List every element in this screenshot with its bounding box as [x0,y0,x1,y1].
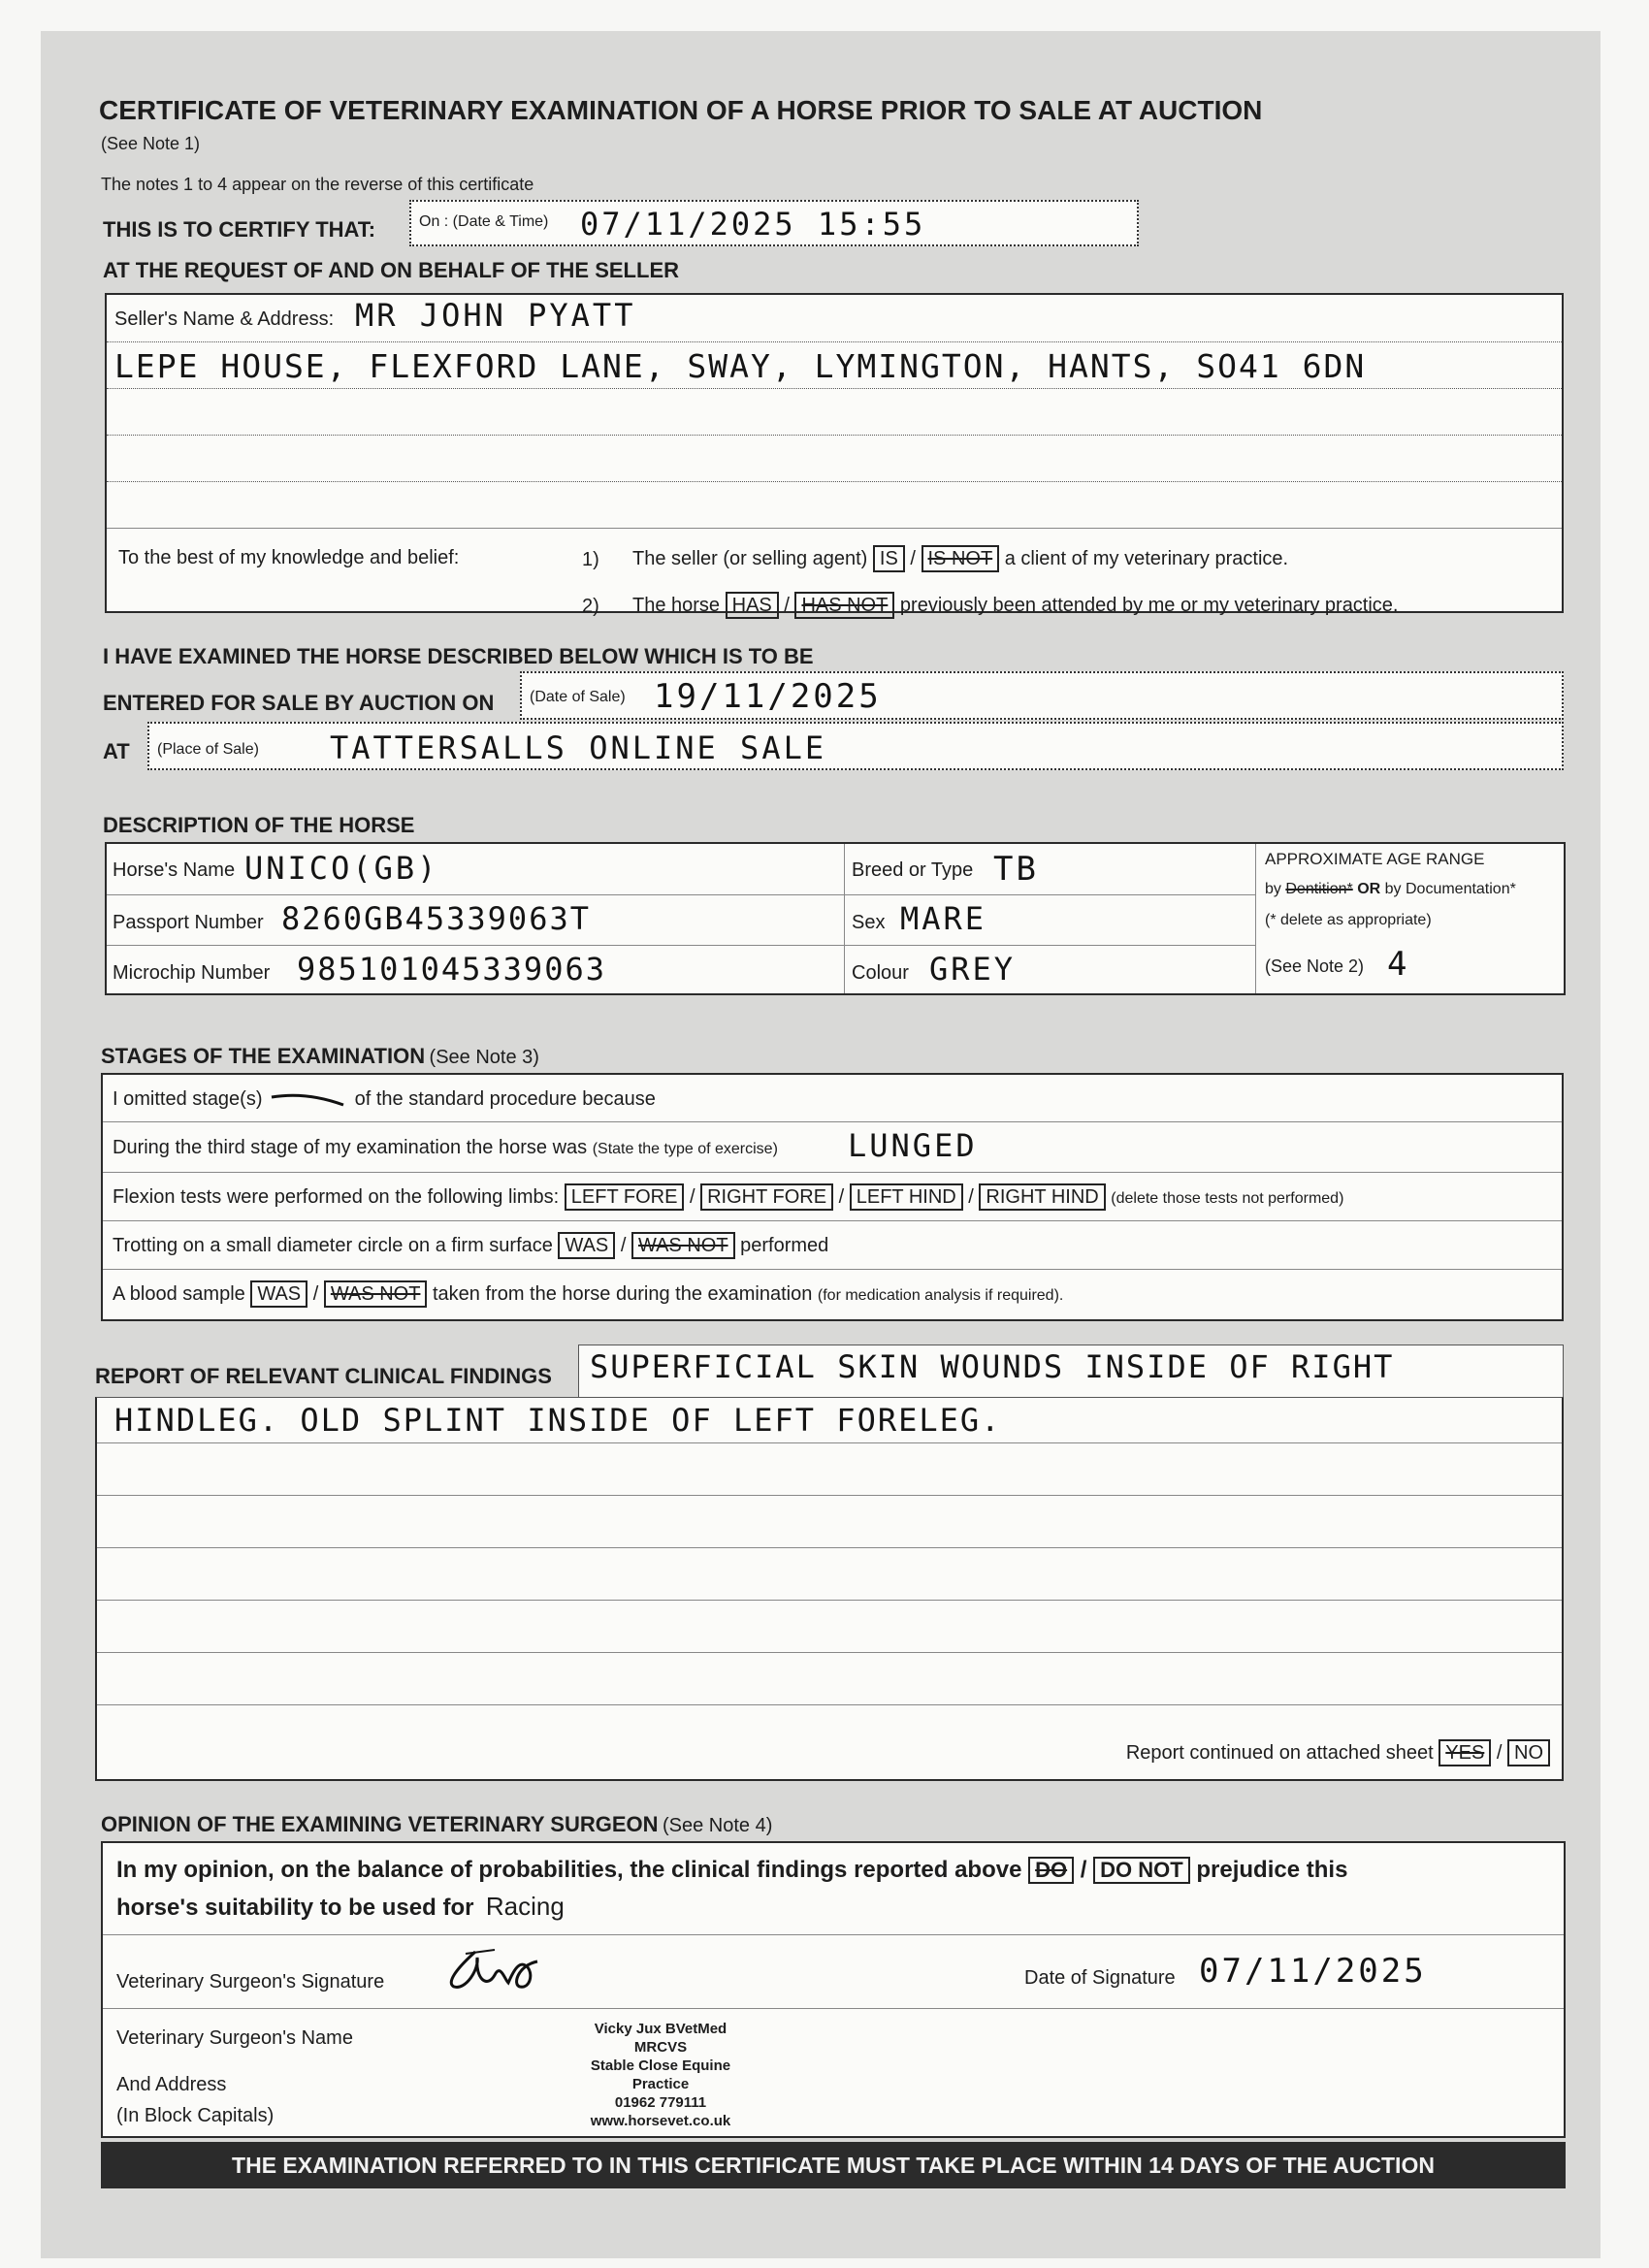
seller-box [105,293,1564,617]
attended-statement [632,592,1399,619]
report-line-1: SUPERFICIAL SKIN WOUNDS INSIDE OF RIGHT [590,1348,1395,1385]
opinion-heading-row [101,1812,772,1837]
footer-banner-text: THE EXAMINATION REFERRED TO IN THIS CERTIFICATE MUST TAKE PLACE WITHIN 14 DAYS OF THE AUCTION [232,2152,1435,2178]
notes-info: The notes 1 to 4 appear on the reverse of this certificate [101,175,534,194]
limb-left-hind: LEFT HIND [850,1183,963,1211]
dash-mark [268,1089,349,1111]
at-label: AT [103,739,130,763]
date-signature-label: Date of Signature [1024,1967,1176,1989]
report-box [95,1397,1564,1781]
item1-text: The seller (or selling agent) [632,548,868,569]
item1-tail: a client of my veterinary practice. [1004,548,1289,569]
entered-label: ENTERED FOR SALE BY AUCTION ON [103,691,495,715]
microchip-number: 985101045339063 [297,951,606,988]
suitability-row [116,1892,565,1922]
horse-name: UNICO(GB) [244,850,439,887]
sale-place: TATTERSALLS ONLINE SALE [330,729,827,766]
third-stage-label: During the third stage of my examination the horse was [113,1137,588,1158]
has-not-option-deleted: HAS NOT [794,592,894,619]
exam-datetime-box [409,200,1139,246]
breed-value: TB [993,850,1039,889]
block-capitals-note: (In Block Capitals) [116,2105,275,2126]
breed-label: Breed or Type [852,859,974,881]
certificate-page [41,31,1600,2258]
age-method [1265,881,1516,898]
third-stage-value: LUNGED [848,1127,978,1164]
vet-signature [436,1940,563,2004]
vet-name-label: Veterinary Surgeon's Name [116,2027,353,2049]
age-delete-note: (* delete as appropriate) [1265,912,1432,928]
horse-name-label: Horse's Name [113,859,236,881]
opinion-box [101,1841,1566,2138]
age-by: by [1265,881,1281,897]
limb-right-hind: RIGHT HIND [979,1183,1105,1211]
vet-address-label: And Address [116,2074,227,2095]
colour-value: GREY [929,951,1017,988]
blood-row [113,1280,1063,1308]
stages-see-note: (See Note 3) [429,1047,539,1068]
slash: / [1496,1742,1503,1764]
seller-heading: AT THE REQUEST OF AND ON BEHALF OF THE SELLER [103,258,679,282]
trot-label: Trotting on a small diameter circle on a firm surface [113,1235,553,1256]
trot-tail: performed [740,1235,829,1256]
horse-table [105,842,1566,995]
slash: / [910,548,916,569]
certificate-title: CERTIFICATE OF VETERINARY EXAMINATION OF A HORSE PRIOR TO SALE AT AUCTION [99,95,1263,125]
blood-was-option: WAS [250,1280,307,1308]
slash: / [312,1283,319,1305]
date-signature: 07/11/2025 [1199,1952,1427,1991]
age-or: OR [1357,881,1381,897]
vet-stamp [568,2020,753,2130]
suitability-purpose: Racing [485,1892,565,1921]
item1-number: 1) [582,549,599,570]
signature-label: Veterinary Surgeon's Signature [116,1971,385,1993]
age-by-documentation: by Documentation* [1384,881,1516,897]
is-option: IS [873,545,905,572]
flexion-label: Flexion tests were performed on the following limbs: [113,1186,560,1208]
seller-name-label: Seller's Name & Address: [114,308,335,330]
omitted-row [113,1088,656,1111]
age-see-note: (See Note 2) [1265,956,1365,976]
horse-heading: DESCRIPTION OF THE HORSE [103,813,415,837]
stages-box [101,1073,1564,1321]
continued-yes-deleted: YES [1439,1739,1491,1766]
trot-was-option: WAS [558,1232,615,1259]
opinion-heading: OPINION OF THE EXAMINING VETERINARY SURGEON [101,1812,659,1836]
sale-date: 19/11/2025 [654,677,882,716]
see-note-1: (See Note 1) [101,134,201,153]
blood-hint: (for medication analysis if required). [817,1287,1064,1304]
certify-label: THIS IS TO CERTIFY THAT: [103,217,376,242]
sale-date-box [520,671,1564,720]
stages-heading: STAGES OF THE EXAMINATION [101,1044,426,1068]
omitted-label: I omitted stage(s) [113,1088,263,1110]
sale-date-label: (Date of Sale) [530,689,626,705]
item2-text: The horse [632,595,721,616]
trot-was-not-deleted: WAS NOT [631,1232,735,1259]
do-option-deleted: DO [1028,1857,1074,1884]
item2-number: 2) [582,596,599,617]
report-line-2: HINDLEG. OLD SPLINT INSIDE OF LEFT FORELEG. [114,1402,1002,1439]
sex-value: MARE [900,900,987,937]
third-stage-hint: (State the type of exercise) [592,1141,778,1157]
slash: / [1080,1857,1087,1883]
blood-was-not-deleted: WAS NOT [324,1280,428,1308]
third-stage-row [113,1137,778,1159]
trot-row [113,1232,828,1259]
stamp-phone: 01962 779111 [614,2094,707,2111]
has-option: HAS [726,592,779,619]
report-continued-row [1126,1739,1550,1766]
seller-address: LEPE HOUSE, FLEXFORD LANE, SWAY, LYMINGTON, HANTS, SO41 6DN [114,347,1367,385]
opinion-text-b: prejudice this [1196,1857,1348,1883]
passport-number: 8260GB45339063T [281,900,591,937]
seller-name: MR JOHN PYATT [355,297,636,334]
opinion-text-a: In my opinion, on the balance of probabilities, the clinical findings reported above [116,1857,1022,1883]
age-dentition-deleted: Dentition* [1285,881,1353,897]
continued-no-option: NO [1507,1739,1550,1766]
age-value: 4 [1387,945,1410,984]
client-statement [632,545,1288,572]
footer-banner [101,2142,1566,2188]
suitability-label: horse's suitability to be used for [116,1895,474,1921]
microchip-label: Microchip Number [113,962,271,984]
limb-right-fore: RIGHT FORE [700,1183,833,1211]
blood-label: A blood sample [113,1283,245,1305]
stamp-practice: Stable Close Equine Practice [590,2057,731,2092]
is-not-option-deleted: IS NOT [922,545,1000,572]
age-heading: APPROXIMATE AGE RANGE [1265,850,1485,868]
stages-heading-row [101,1044,539,1069]
item2-tail: previously been attended by me or my veterinary practice. [899,595,1399,616]
report-heading: REPORT OF RELEVANT CLINICAL FINDINGS [95,1364,552,1388]
opinion-see-note: (See Note 4) [662,1815,773,1836]
slash: / [784,595,790,616]
flexion-row: Flexion tests were performed on the following limbs: LEFT FORE / RIGHT FORE / LEFT HIND / RIGHT HIND (delete those tests not performed) [113,1183,1343,1211]
opinion-statement [116,1857,1347,1884]
datetime-label: On : (Date & Time) [419,213,549,230]
examined-heading: I HAVE EXAMINED THE HORSE DESCRIBED BELOW WHICH IS TO BE [103,644,814,668]
report-continued-label: Report continued on attached sheet [1125,1742,1434,1764]
colour-label: Colour [852,962,909,984]
omitted-tail: of the standard procedure because [354,1088,656,1110]
passport-label: Passport Number [113,912,264,933]
do-not-option: DO NOT [1093,1857,1190,1884]
sex-label: Sex [852,912,886,933]
sale-place-label: (Place of Sale) [157,741,259,758]
stamp-vet-name: Vicky Jux BVetMed MRCVS [594,2021,728,2056]
blood-tail: taken from the horse during the examination [433,1283,813,1305]
exam-datetime: 07/11/2025 15:55 [580,206,926,243]
sale-place-box [147,722,1564,770]
slash: / [620,1235,627,1256]
belief-label: To the best of my knowledge and belief: [118,547,460,568]
stamp-website: www.horsevet.co.uk [590,2113,731,2129]
limb-left-fore: LEFT FORE [565,1183,685,1211]
flexion-hint: (delete those tests not performed) [1111,1190,1344,1207]
